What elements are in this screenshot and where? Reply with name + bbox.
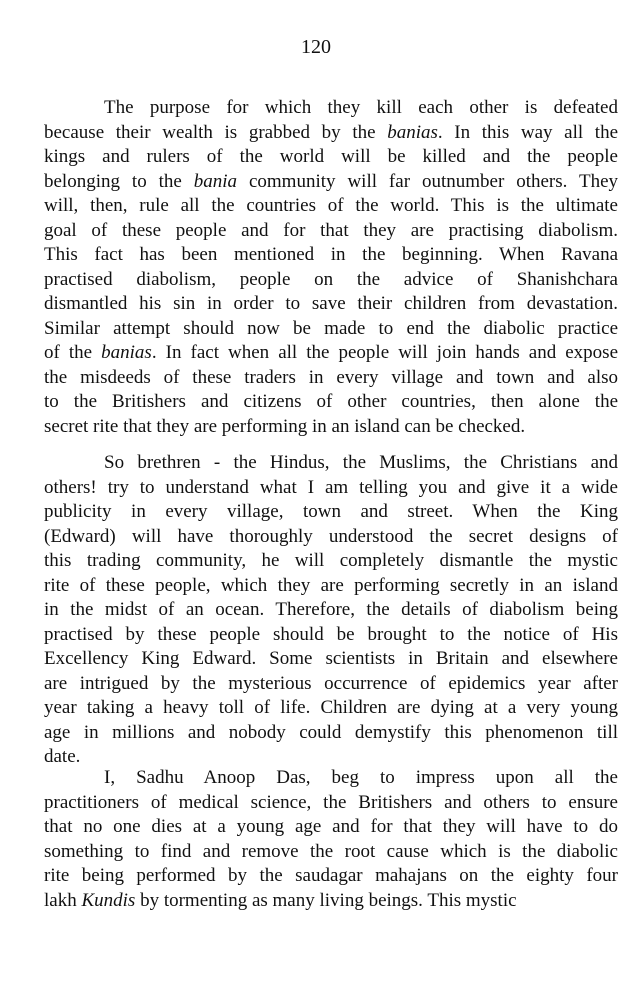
italic-term: bania <box>193 170 238 192</box>
text-line <box>44 766 618 791</box>
text-segment: in the midst of an ocean. Therefore, the details of diabolism being <box>44 599 618 620</box>
text-line <box>44 170 618 195</box>
text-segment: year taking a heavy toll of life. Children are dying at a very young <box>44 697 618 718</box>
text-segment: of the <box>44 342 102 363</box>
italic-term: Kundis <box>81 889 136 911</box>
text-line <box>44 647 618 672</box>
text-segment: practised diabolism, people on the advice of Shanishchara <box>44 268 618 290</box>
text-segment: kings and rulers of the world will be killed and the people <box>44 146 618 167</box>
paragraph-3 <box>44 766 618 913</box>
text-line <box>44 791 618 816</box>
text-segment: community will far outnumber others. They <box>237 170 618 192</box>
text-segment: are intrigued by the mysterious occurrence of epidemics year after <box>44 672 618 694</box>
text-segment: rite of these people, which they are performing secretly in an island <box>44 574 618 596</box>
text-line <box>44 815 618 840</box>
text-line <box>44 341 618 366</box>
text-line <box>44 96 618 121</box>
text-segment: something to find and remove the root cause which is the diabolic <box>44 840 618 862</box>
text-segment: will, then, rule all the countries of the world. This is the ultimate <box>44 195 618 216</box>
text-line <box>44 415 618 440</box>
text-line <box>44 145 618 170</box>
text-line <box>44 317 618 342</box>
text-segment: The purpose for which they kill each other is defeated <box>104 97 618 118</box>
text-line <box>44 390 618 415</box>
text-line <box>44 721 618 746</box>
text-line <box>44 864 618 889</box>
text-segment: dismantled his sin in order to save their children from devastation. <box>44 293 618 314</box>
text-segment: this trading community, he will completely dismantle the mystic <box>44 550 618 571</box>
text-segment: secret rite that they are performing in an island can be checked. <box>44 415 526 437</box>
text-segment: goal of these people and for that they are practising diabolism. <box>44 219 618 241</box>
text-segment: date. <box>44 746 81 767</box>
text-segment: . In this way all the <box>437 121 619 143</box>
text-line <box>44 549 618 574</box>
paragraph-2 <box>44 451 618 770</box>
text-segment: . In fact when all the people will join hands and expose <box>151 342 619 363</box>
text-line <box>44 525 618 550</box>
text-line <box>44 366 618 391</box>
text-segment: to the Britishers and citizens of other countries, then alone the <box>44 391 618 412</box>
italic-term: banias <box>387 121 438 143</box>
text-segment: by tormenting as many living beings. This mystic <box>135 889 517 911</box>
text-segment: So brethren - the Hindus, the Muslims, the Christians and <box>104 452 618 473</box>
text-segment: (Edward) will have thoroughly understood the secret designs of <box>44 525 618 547</box>
text-segment: because their wealth is grabbed by the <box>44 121 388 143</box>
text-line <box>44 598 618 623</box>
text-line <box>44 121 618 146</box>
text-segment: publicity in every village, town and street. When the King <box>44 501 618 522</box>
text-line <box>44 243 618 268</box>
text-segment: I, Sadhu Anoop Das, beg to impress upon all the <box>104 767 618 788</box>
text-line <box>44 672 618 697</box>
text-line <box>44 696 618 721</box>
text-line <box>44 451 618 476</box>
text-line <box>44 476 618 501</box>
text-segment: lakh <box>44 889 82 911</box>
text-segment: others! try to understand what I am telling you and give it a wide <box>44 476 618 498</box>
text-segment: rite being performed by the saudagar mahajans on the eighty four <box>44 865 618 886</box>
text-segment: age in millions and nobody could demystify this phenomenon till <box>44 721 618 743</box>
text-segment: the misdeeds of these traders in every village and town and also <box>44 366 618 388</box>
text-segment: belonging to the <box>44 170 194 192</box>
text-line <box>44 500 618 525</box>
text-line <box>44 623 618 648</box>
text-line <box>44 268 618 293</box>
text-segment: that no one dies at a young age and for that they will have to do <box>44 816 618 837</box>
text-line <box>44 889 618 914</box>
paragraph-1 <box>44 96 618 439</box>
text-segment: practitioners of medical science, the Britishers and others to ensure <box>44 791 618 813</box>
text-line <box>44 194 618 219</box>
text-segment: Similar attempt should now be made to end the diabolic practice <box>44 317 618 339</box>
text-line <box>44 292 618 317</box>
text-segment: practised by these people should be brought to the notice of His <box>44 623 618 645</box>
text-segment: This fact has been mentioned in the beginning. When Ravana <box>44 244 618 265</box>
text-line <box>44 840 618 865</box>
italic-term: banias <box>101 342 152 363</box>
text-line <box>44 219 618 244</box>
page-number: 120 <box>301 36 331 58</box>
text-segment: Excellency King Edward. Some scientists in Britain and elsewhere <box>44 648 618 669</box>
text-line <box>44 574 618 599</box>
